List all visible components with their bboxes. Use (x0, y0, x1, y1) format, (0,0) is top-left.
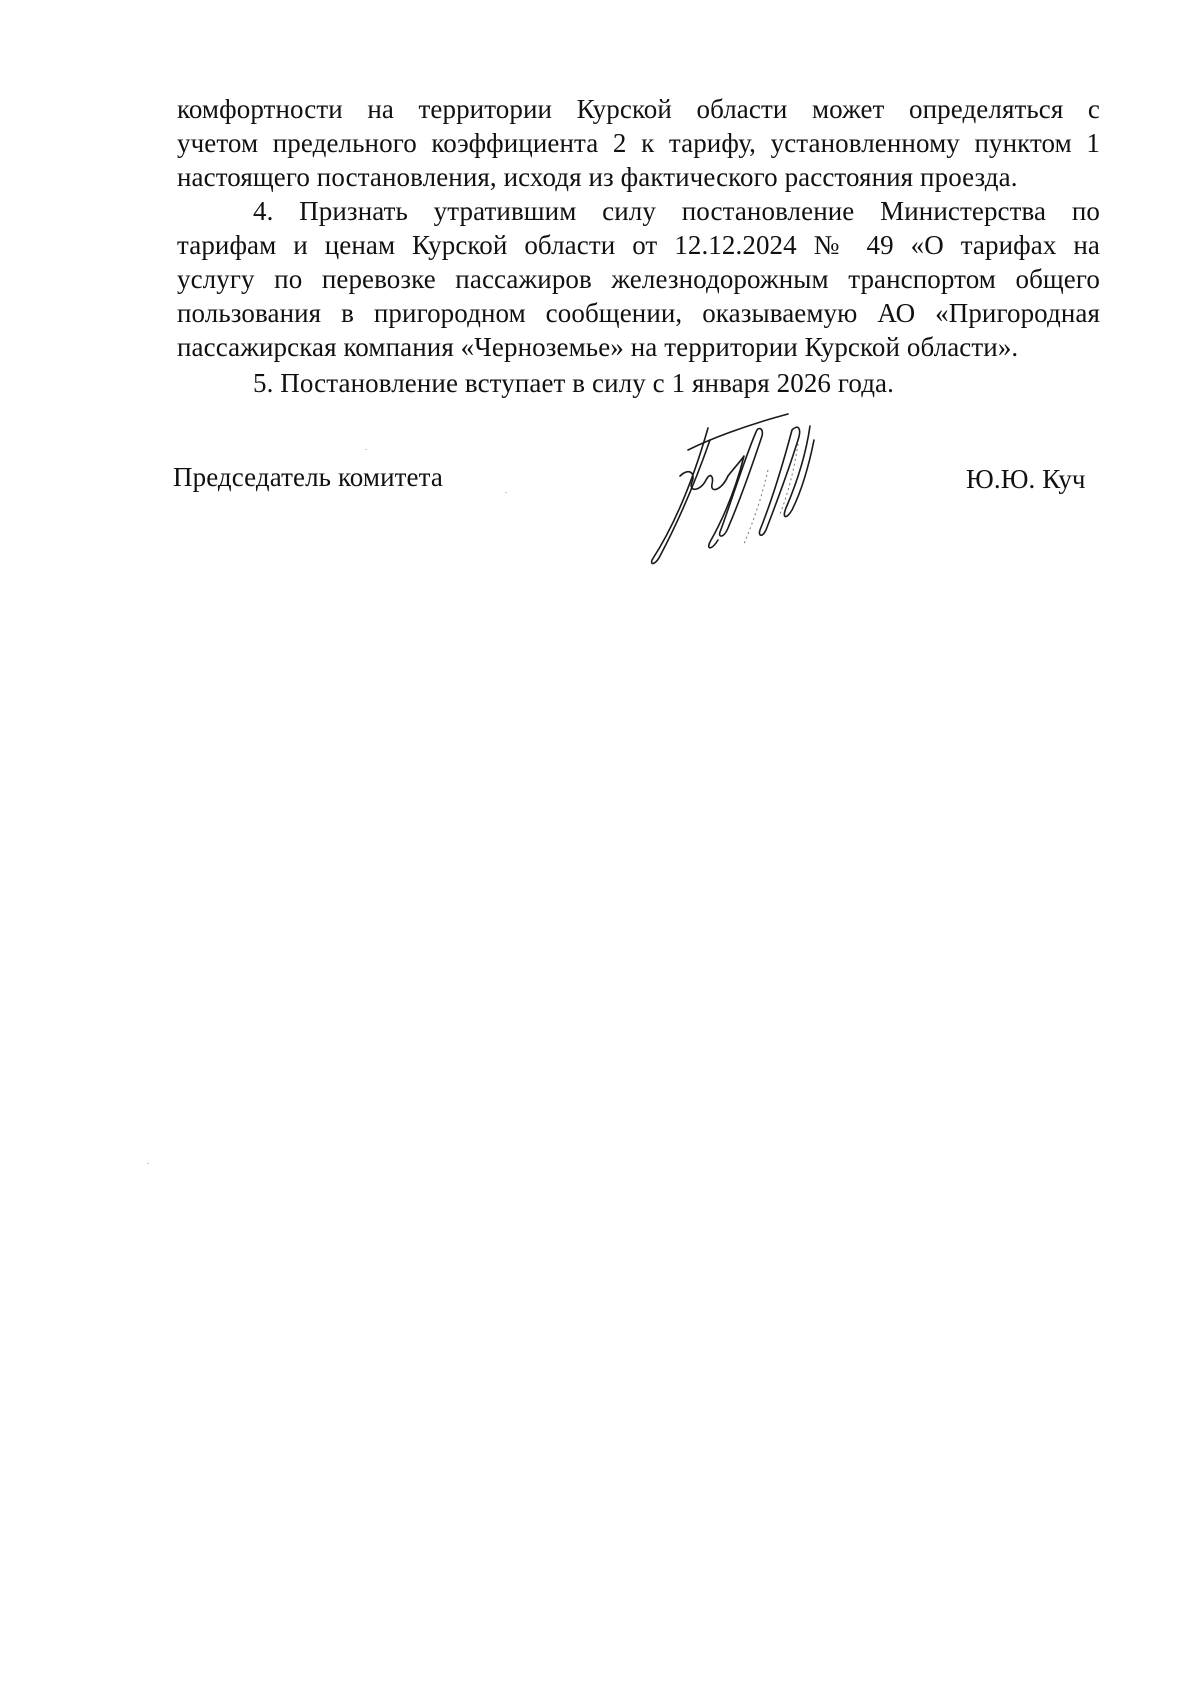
paragraph-line: 4. Признать утратившим силу постановление Министерства по (253, 196, 1100, 226)
paragraph-line: пассажирская компания «Черноземье» на территории Курской области». (177, 332, 1019, 362)
paragraph-line: тарифам и ценам Курской области от 12.12.2024 № 49 «О тарифах на (177, 230, 1100, 260)
paragraph-line: комфортности на территории Курской области может определяться с (177, 94, 1100, 124)
paragraph-line: пользования в пригородном сообщении, оказываемую АО «Пригородная (177, 298, 1100, 328)
scan-speck (365, 449, 367, 450)
scan-speck (505, 492, 507, 493)
paragraph-line: учетом предельного коэффициента 2 к тарифу, установленному пунктом 1 (177, 128, 1100, 158)
scan-speck (147, 1163, 149, 1164)
handwritten-signature-icon (648, 410, 878, 580)
position-title: Председатель комитета (173, 462, 443, 492)
paragraph-line: услугу по перевозке пассажиров железнодорожным транспортом общего (177, 264, 1100, 294)
paragraph-line: настоящего постановления, исходя из фактического расстояния проезда. (177, 162, 1018, 192)
signer-name: Ю.Ю. Куч (966, 464, 1086, 494)
paragraph-5: 5. Постановление вступает в силу с 1 января 2026 года. (253, 368, 894, 398)
